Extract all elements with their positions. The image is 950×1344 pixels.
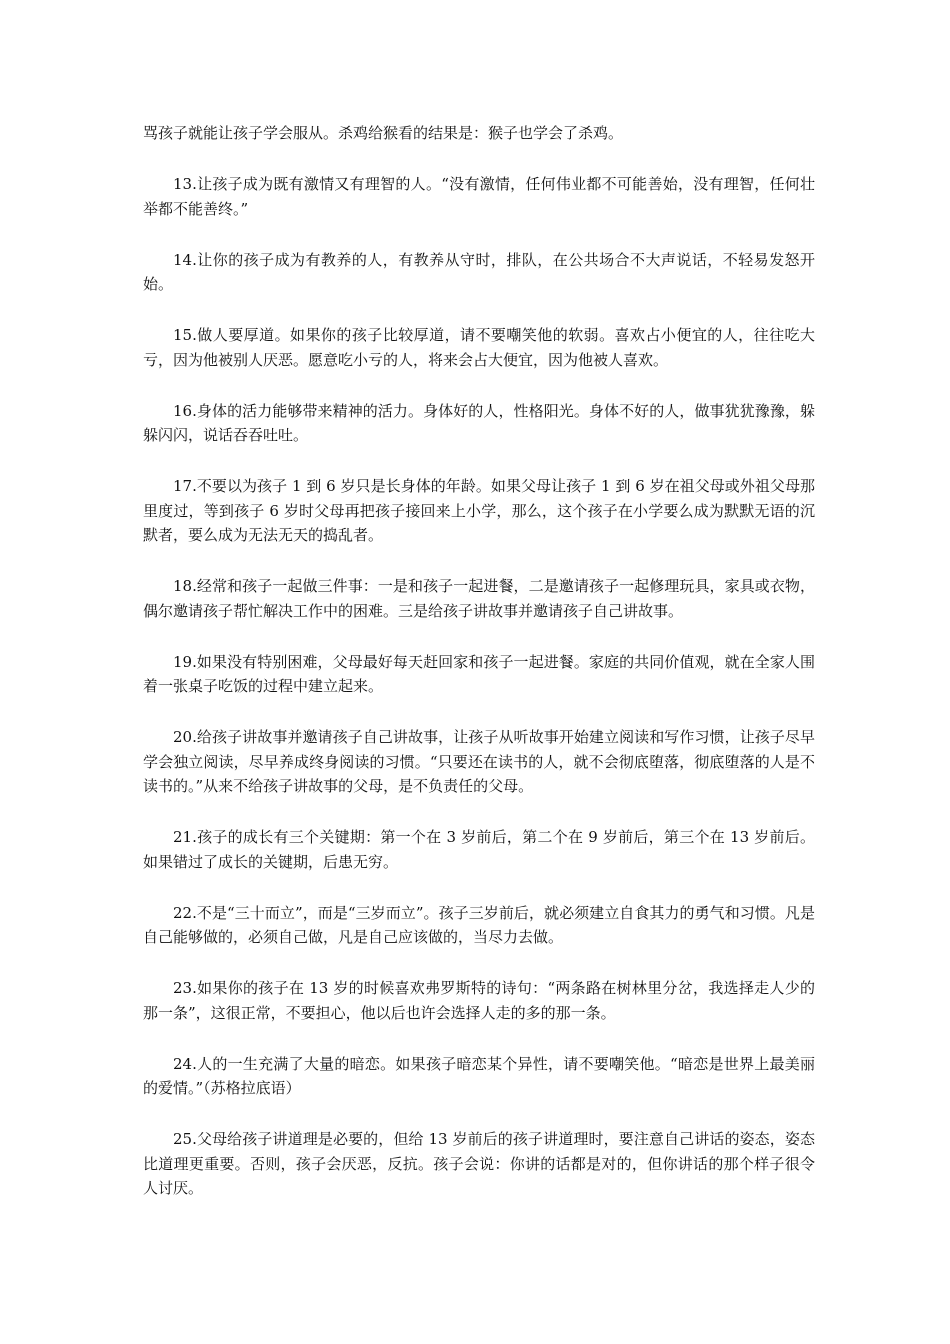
paragraph-item-16: 16.身体的活力能够带来精神的活力。身体好的人，性格阳光。身体不好的人，做事犹犹豫豫，躲躲闪闪，说话吞吞吐吐。 [143, 401, 815, 444]
paragraph-item-19: 19.如果没有特别困难，父母最好每天赶回家和孩子一起进餐。家庭的共同价值观，就在全家人围着一张桌子吃饭的过程中建立起来。 [143, 652, 815, 695]
paragraph-continuation: 骂孩子就能让孩子学会服从。杀鸡给猴看的结果是：猴子也学会了杀鸡。 [143, 124, 624, 142]
document-body [143, 121, 815, 1227]
paragraph-item-13: 13.让孩子成为既有激情又有理智的人。“没有激情，任何伟业都不可能善始，没有理智，任何壮举都不能善终。” [143, 175, 815, 218]
paragraph-item-23: 23.如果你的孩子在 13 岁的时候喜欢弗罗斯特的诗句：“两条路在树林里分岔，我选择走人少的那一条”，这很正常，不要担心，他以后也许会选择人走的多的那一条。 [143, 979, 815, 1022]
paragraph-item-21: 21.孩子的成长有三个关键期：第一个在 3 岁前后，第二个在 9 岁前后，第三个在 13 岁前后。如果错过了成长的关键期，后患无穷。 [143, 828, 815, 871]
paragraph-item-15: 15.做人要厚道。如果你的孩子比较厚道，请不要嘲笑他的软弱。喜欢占小便宜的人，往往吃大亏，因为他被别人厌恶。愿意吃小亏的人，将来会占大便宜，因为他被人喜欢。 [143, 326, 815, 369]
paragraph-item-20: 20.给孩子讲故事并邀请孩子自己讲故事，让孩子从听故事开始建立阅读和写作习惯，让孩子尽早学会独立阅读，尽早养成终身阅读的习惯。“只要还在读书的人，就不会彻底堕落，彻底堕落的人是不读书的。”从来不给孩子讲故事的父母，是不负责任的父母。 [143, 728, 815, 795]
paragraph-item-17: 17.不要以为孩子 1 到 6 岁只是长身体的年龄。如果父母让孩子 1 到 6 岁在祖父母或外祖父母那里度过，等到孩子 6 岁时父母再把孩子接回来上小学，那么，这个孩子在小学要么成为默默无语的沉默者，要么成为无法无天的捣乱者。 [143, 477, 815, 544]
paragraph-item-25: 25.父母给孩子讲道理是必要的，但给 13 岁前后的孩子讲道理时，要注意自己讲话的姿态，姿态比道理更重要。否则，孩子会厌恶，反抗。孩子会说：你讲的话都是对的，但你讲话的那个样子很令人讨厌。 [143, 1130, 815, 1197]
paragraph-item-18: 18.经常和孩子一起做三件事：一是和孩子一起进餐，二是邀请孩子一起修理玩具，家具或衣物，偶尔邀请孩子帮忙解决工作中的困难。三是给孩子讲故事并邀请孩子自己讲故事。 [143, 577, 815, 620]
paragraph-item-24: 24.人的一生充满了大量的暗恋。如果孩子暗恋某个异性，请不要嘲笑他。“暗恋是世界上最美丽的爱情。”（苏格拉底语） [143, 1054, 815, 1097]
paragraph-item-14: 14.让你的孩子成为有教养的人，有教养从守时，排队，在公共场合不大声说话，不轻易发怒开始。 [143, 250, 815, 293]
paragraph-item-22: 22.不是“三十而立”，而是“三岁而立”。孩子三岁前后，就必须建立自食其力的勇气和习惯。凡是自己能够做的，必须自己做，凡是自己应该做的，当尽力去做。 [143, 903, 815, 946]
